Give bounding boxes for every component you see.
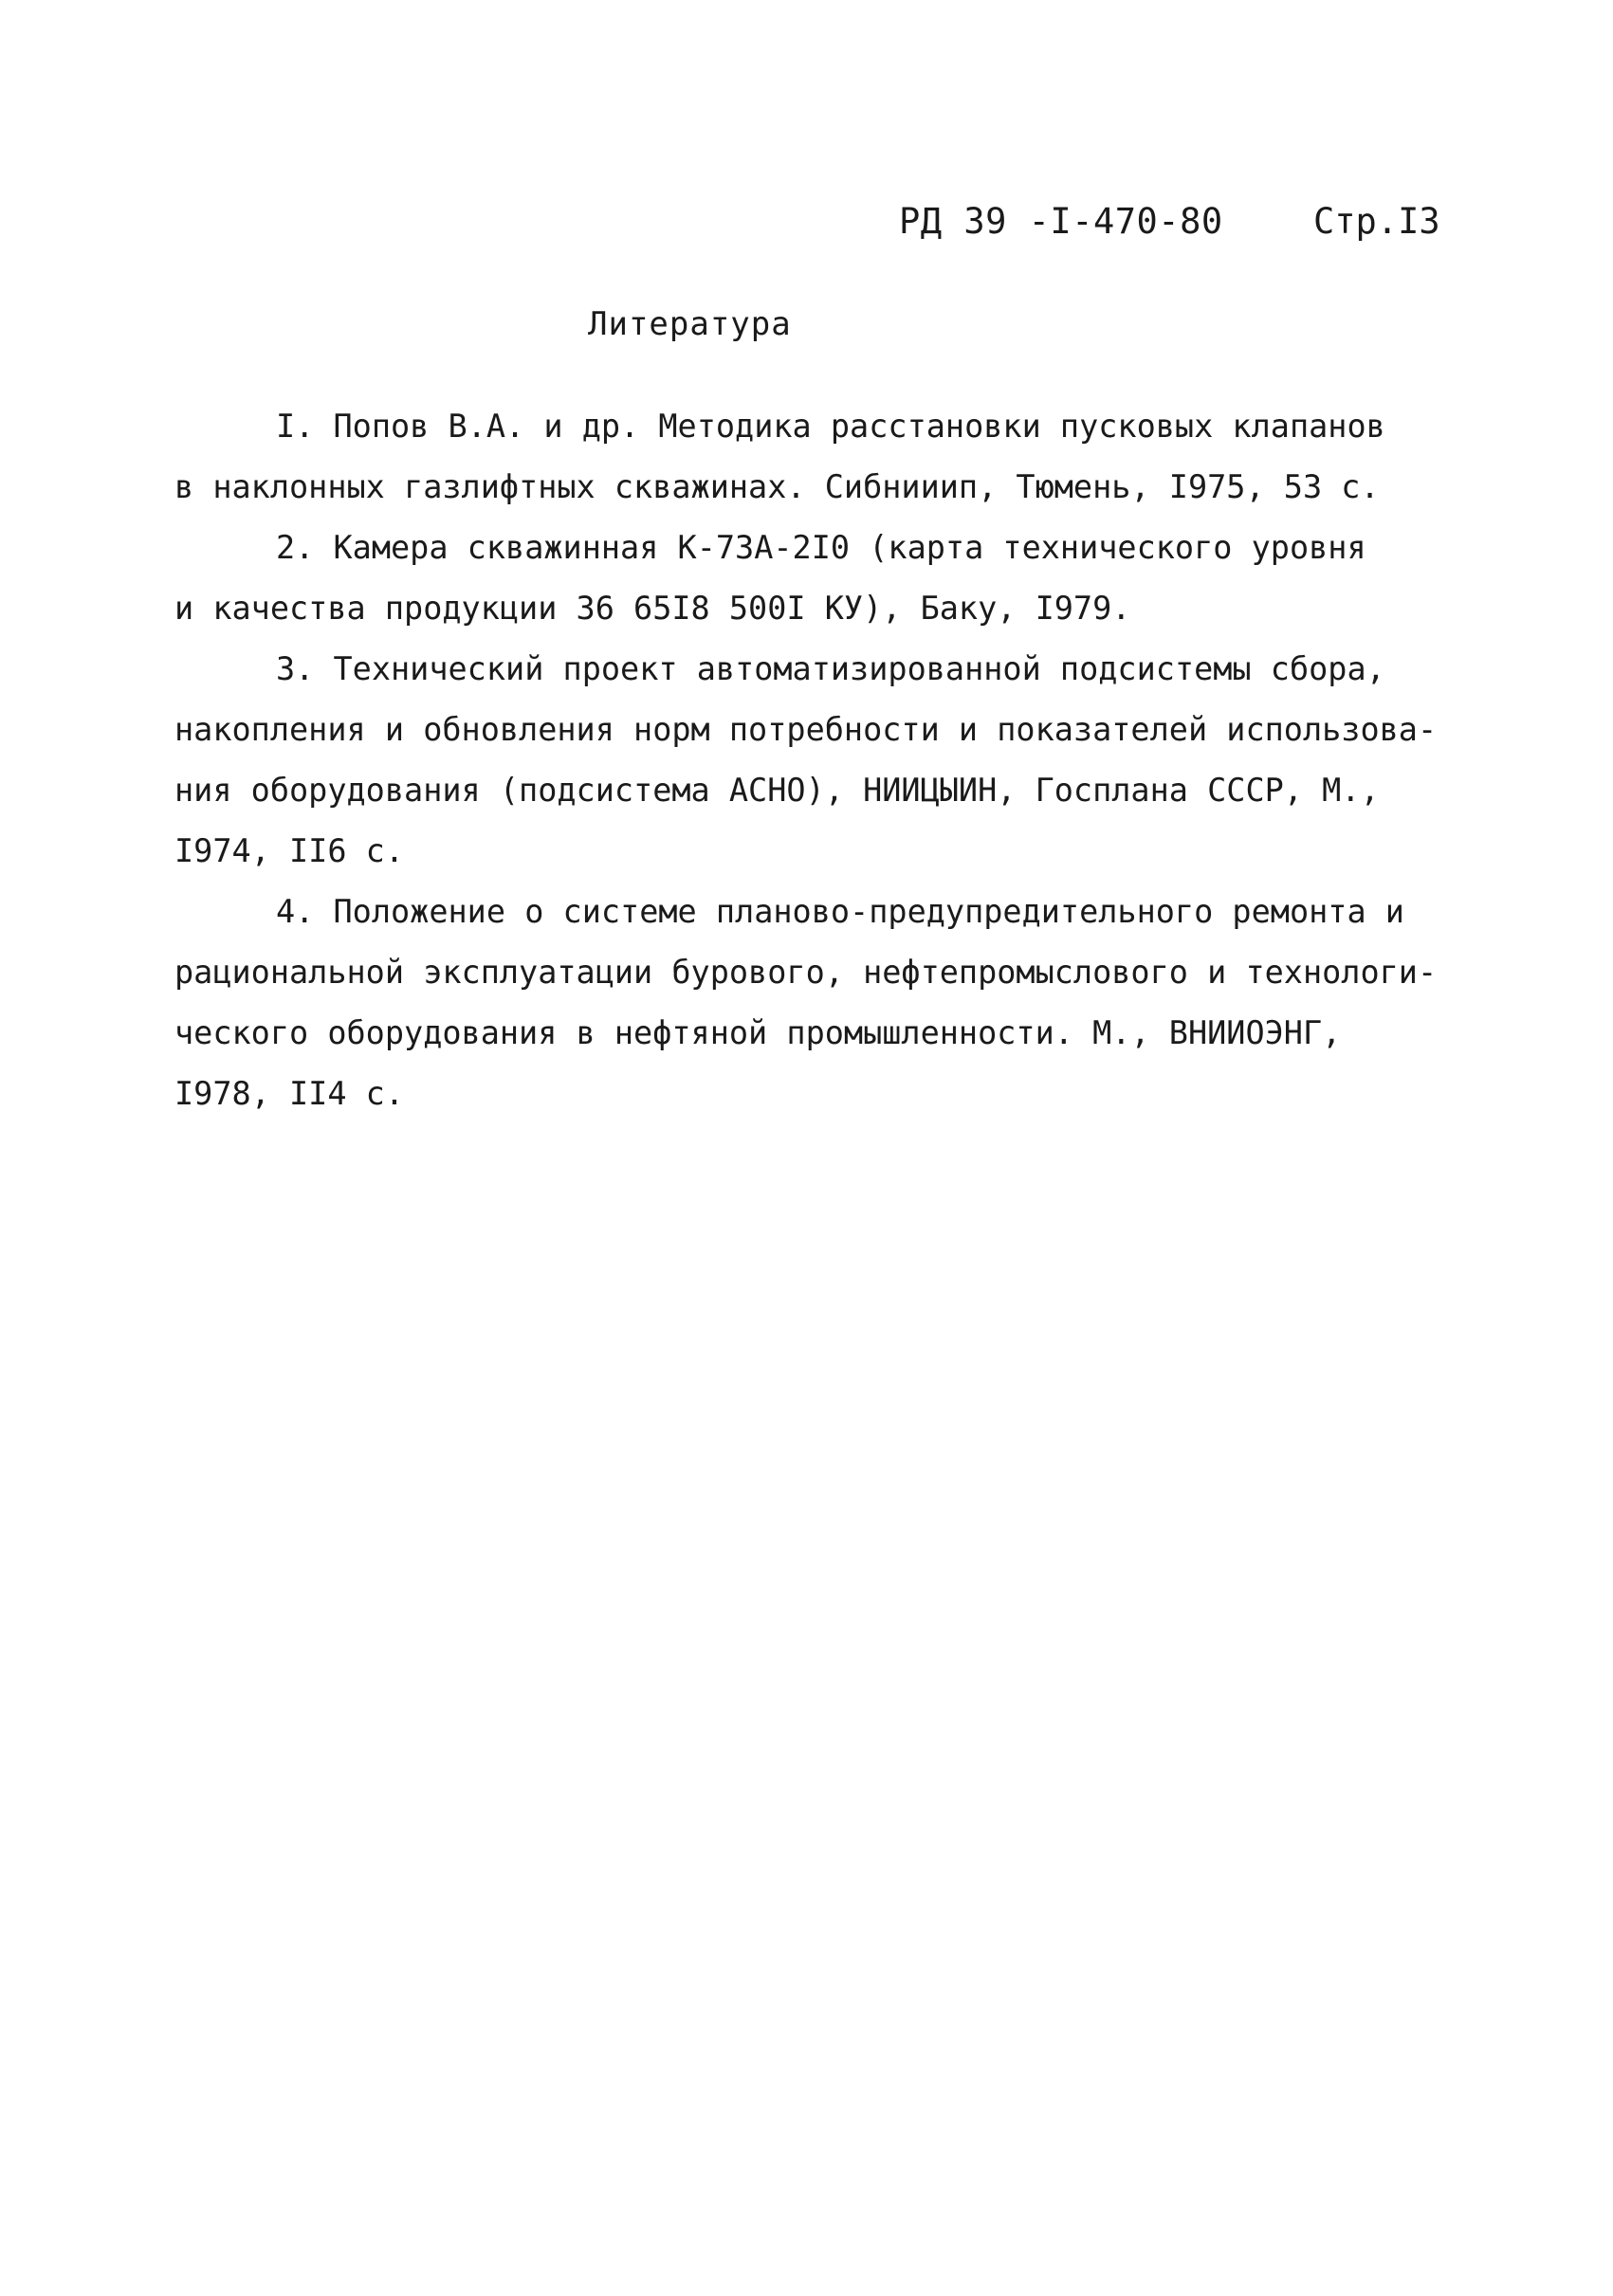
- reference-line: 3. Технический проект автоматизированной подсистемы сбора,: [276, 650, 1385, 687]
- reference-item: [174, 396, 1445, 518]
- reference-line: ния оборудования (подсистема АСНО), НИИЦЫИН, Госплана СССР, М.,: [174, 772, 1380, 809]
- reference-line: ческого оборудования в нефтяной промышленности. М., ВНИИОЭНГ,: [174, 1014, 1342, 1051]
- reference-list: [174, 396, 1445, 1124]
- page-number: Стр.I3: [1313, 201, 1440, 242]
- reference-item: [174, 639, 1445, 882]
- reference-line: I974, II6 с.: [174, 832, 405, 869]
- reference-line: в наклонных газлифтных скважинах. Сибнииип, Тюмень, I975, 53 с.: [174, 468, 1380, 505]
- reference-line: 4. Положение о системе планово-предупредительного ремонта и: [276, 893, 1404, 930]
- reference-item: [174, 882, 1445, 1124]
- page-header: [0, 201, 1613, 258]
- document-code: РД 39 -I-470-80: [899, 201, 1223, 242]
- reference-line: I. Попов В.А. и др. Методика расстановки пусковых клапанов: [276, 408, 1385, 445]
- reference-line: и качества продукции 36 65I8 500I КУ), Баку, I979.: [174, 590, 1131, 627]
- reference-line: I978, II4 с.: [174, 1075, 405, 1112]
- reference-line: рациональной эксплуатации бурового, нефтепромыслового и технологи-: [174, 954, 1438, 991]
- section-title: Литература: [588, 305, 792, 343]
- reference-item: [174, 518, 1445, 639]
- reference-line: накопления и обновления норм потребности и показателей использова-: [174, 711, 1438, 748]
- reference-line: 2. Камера скважинная К-73А-2I0 (карта технического уровня: [276, 529, 1366, 566]
